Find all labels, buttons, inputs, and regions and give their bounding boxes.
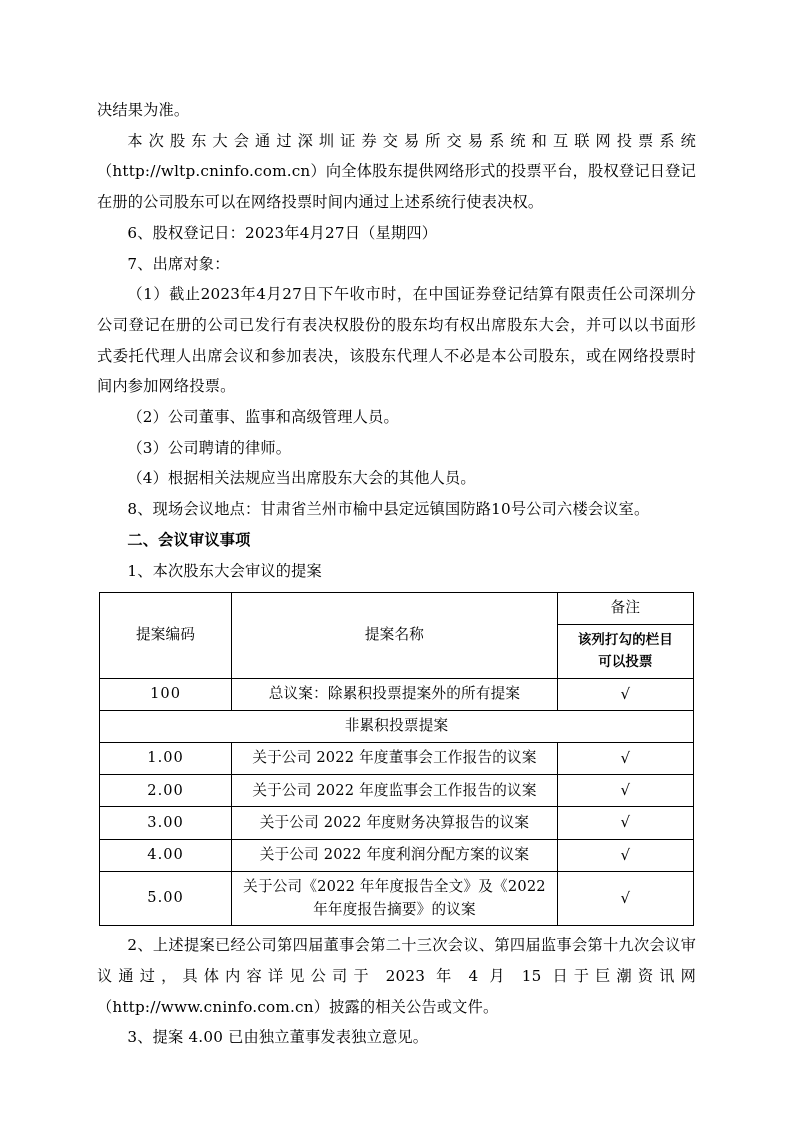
table-row — [100, 807, 694, 839]
cell-section-label: 非累积投票提案 — [100, 711, 694, 743]
paragraph-attendees-item-3: （3）公司聘请的律师。 — [127, 438, 292, 457]
table-header-code: 提案编码 — [100, 593, 232, 679]
table-row — [100, 775, 694, 807]
document-body — [97, 95, 696, 1053]
cell-remark-check: √ — [557, 807, 693, 839]
cell-name: 关于公司 2022 年度监事会工作报告的议案 — [232, 775, 558, 807]
table-row — [100, 871, 694, 925]
paragraph-meeting-location: 8、现场会议地点：甘肃省兰州市榆中县定远镇国防路10号公司六楼会议室。 — [127, 500, 650, 519]
proposals-table-wrapper — [97, 592, 696, 926]
paragraph-attendees-item-4: （4）根据相关法规应当出席股东大会的其他人员。 — [127, 469, 476, 488]
subheading-proposals: 1、本次股东大会审议的提案 — [127, 561, 322, 580]
proposals-table — [99, 592, 694, 926]
cell-code: 100 — [100, 679, 232, 711]
table-header-remark-sub-line1: 该列打勾的栏目 — [577, 631, 673, 648]
table-header-remark-sub-line2: 可以投票 — [598, 654, 653, 671]
table-row — [100, 679, 694, 711]
cell-code: 3.00 — [100, 807, 232, 839]
cell-code: 2.00 — [100, 775, 232, 807]
cell-name: 关于公司 2022 年度利润分配方案的议案 — [232, 839, 558, 871]
table-header-row — [100, 593, 694, 625]
cell-code: 5.00 — [100, 871, 232, 925]
cell-name: 关于公司 2022 年度董事会工作报告的议案 — [232, 742, 558, 774]
paragraph-attendees-item-1: （1）截止2023年4月27日下午收市时，在中国证券登记结算有限责任公司深圳分公司登记在册的公司已发行有表决权股份的股东均有权出席股东大会，并可以以书面形式委托代理人出席会议和参加表决，该股东代理人不必是本公司股东，或在网络投票时间内参加网络投票。 — [97, 285, 696, 396]
table-row — [100, 742, 694, 774]
paragraph-board-approval: 2、上述提案已经公司第四届董事会第二十三次会议、第四届监事会第十九次会议审议通过，具体内容详见公司于 2023 年 4 月 15 日于巨潮资讯网（http://www.cninfo.com.cn）披露的相关公告或文件。 — [97, 936, 696, 1016]
table-header-remark: 备注 — [557, 593, 693, 625]
paragraph-record-date: 6、股权登记日：2023年4月27日（星期四） — [127, 223, 438, 242]
table-header-name: 提案名称 — [232, 593, 558, 679]
paragraph-attendees-label: 7、出席对象： — [127, 254, 230, 273]
cell-name: 关于公司《2022 年年度报告全文》及《2022 年年度报告摘要》的议案 — [232, 871, 558, 925]
table-row — [100, 839, 694, 871]
paragraph-independent-opinion: 3、提案 4.00 已由独立董事发表独立意见。 — [127, 1028, 429, 1047]
section-heading-agenda: 二、会议审议事项 — [127, 530, 251, 549]
paragraph-attendees-item-2: （2）公司董事、监事和高级管理人员。 — [127, 408, 399, 427]
table-row-span — [100, 711, 694, 743]
cell-name: 关于公司 2022 年度财务决算报告的议案 — [232, 807, 558, 839]
cell-remark-check: √ — [557, 871, 693, 925]
cell-name: 总议案：除累积投票提案外的所有提案 — [232, 679, 558, 711]
cell-code: 4.00 — [100, 839, 232, 871]
table-header-remark-sub — [557, 624, 693, 678]
paragraph-voting-platform: 本次股东大会通过深圳证券交易所交易系统和互联网投票系统（http://wltp.cninfo.com.cn）向全体股东提供网络形式的投票平台，股权登记日登记在册的公司股东可以在网络投票时间内通过上述系统行使表决权。 — [97, 131, 696, 212]
cell-remark-check: √ — [557, 839, 693, 871]
paragraph-continuation: 决结果为准。 — [97, 101, 190, 119]
cell-remark-check: √ — [557, 775, 693, 807]
cell-remark-check: √ — [557, 679, 693, 711]
cell-remark-check: √ — [557, 742, 693, 774]
cell-code: 1.00 — [100, 742, 232, 774]
